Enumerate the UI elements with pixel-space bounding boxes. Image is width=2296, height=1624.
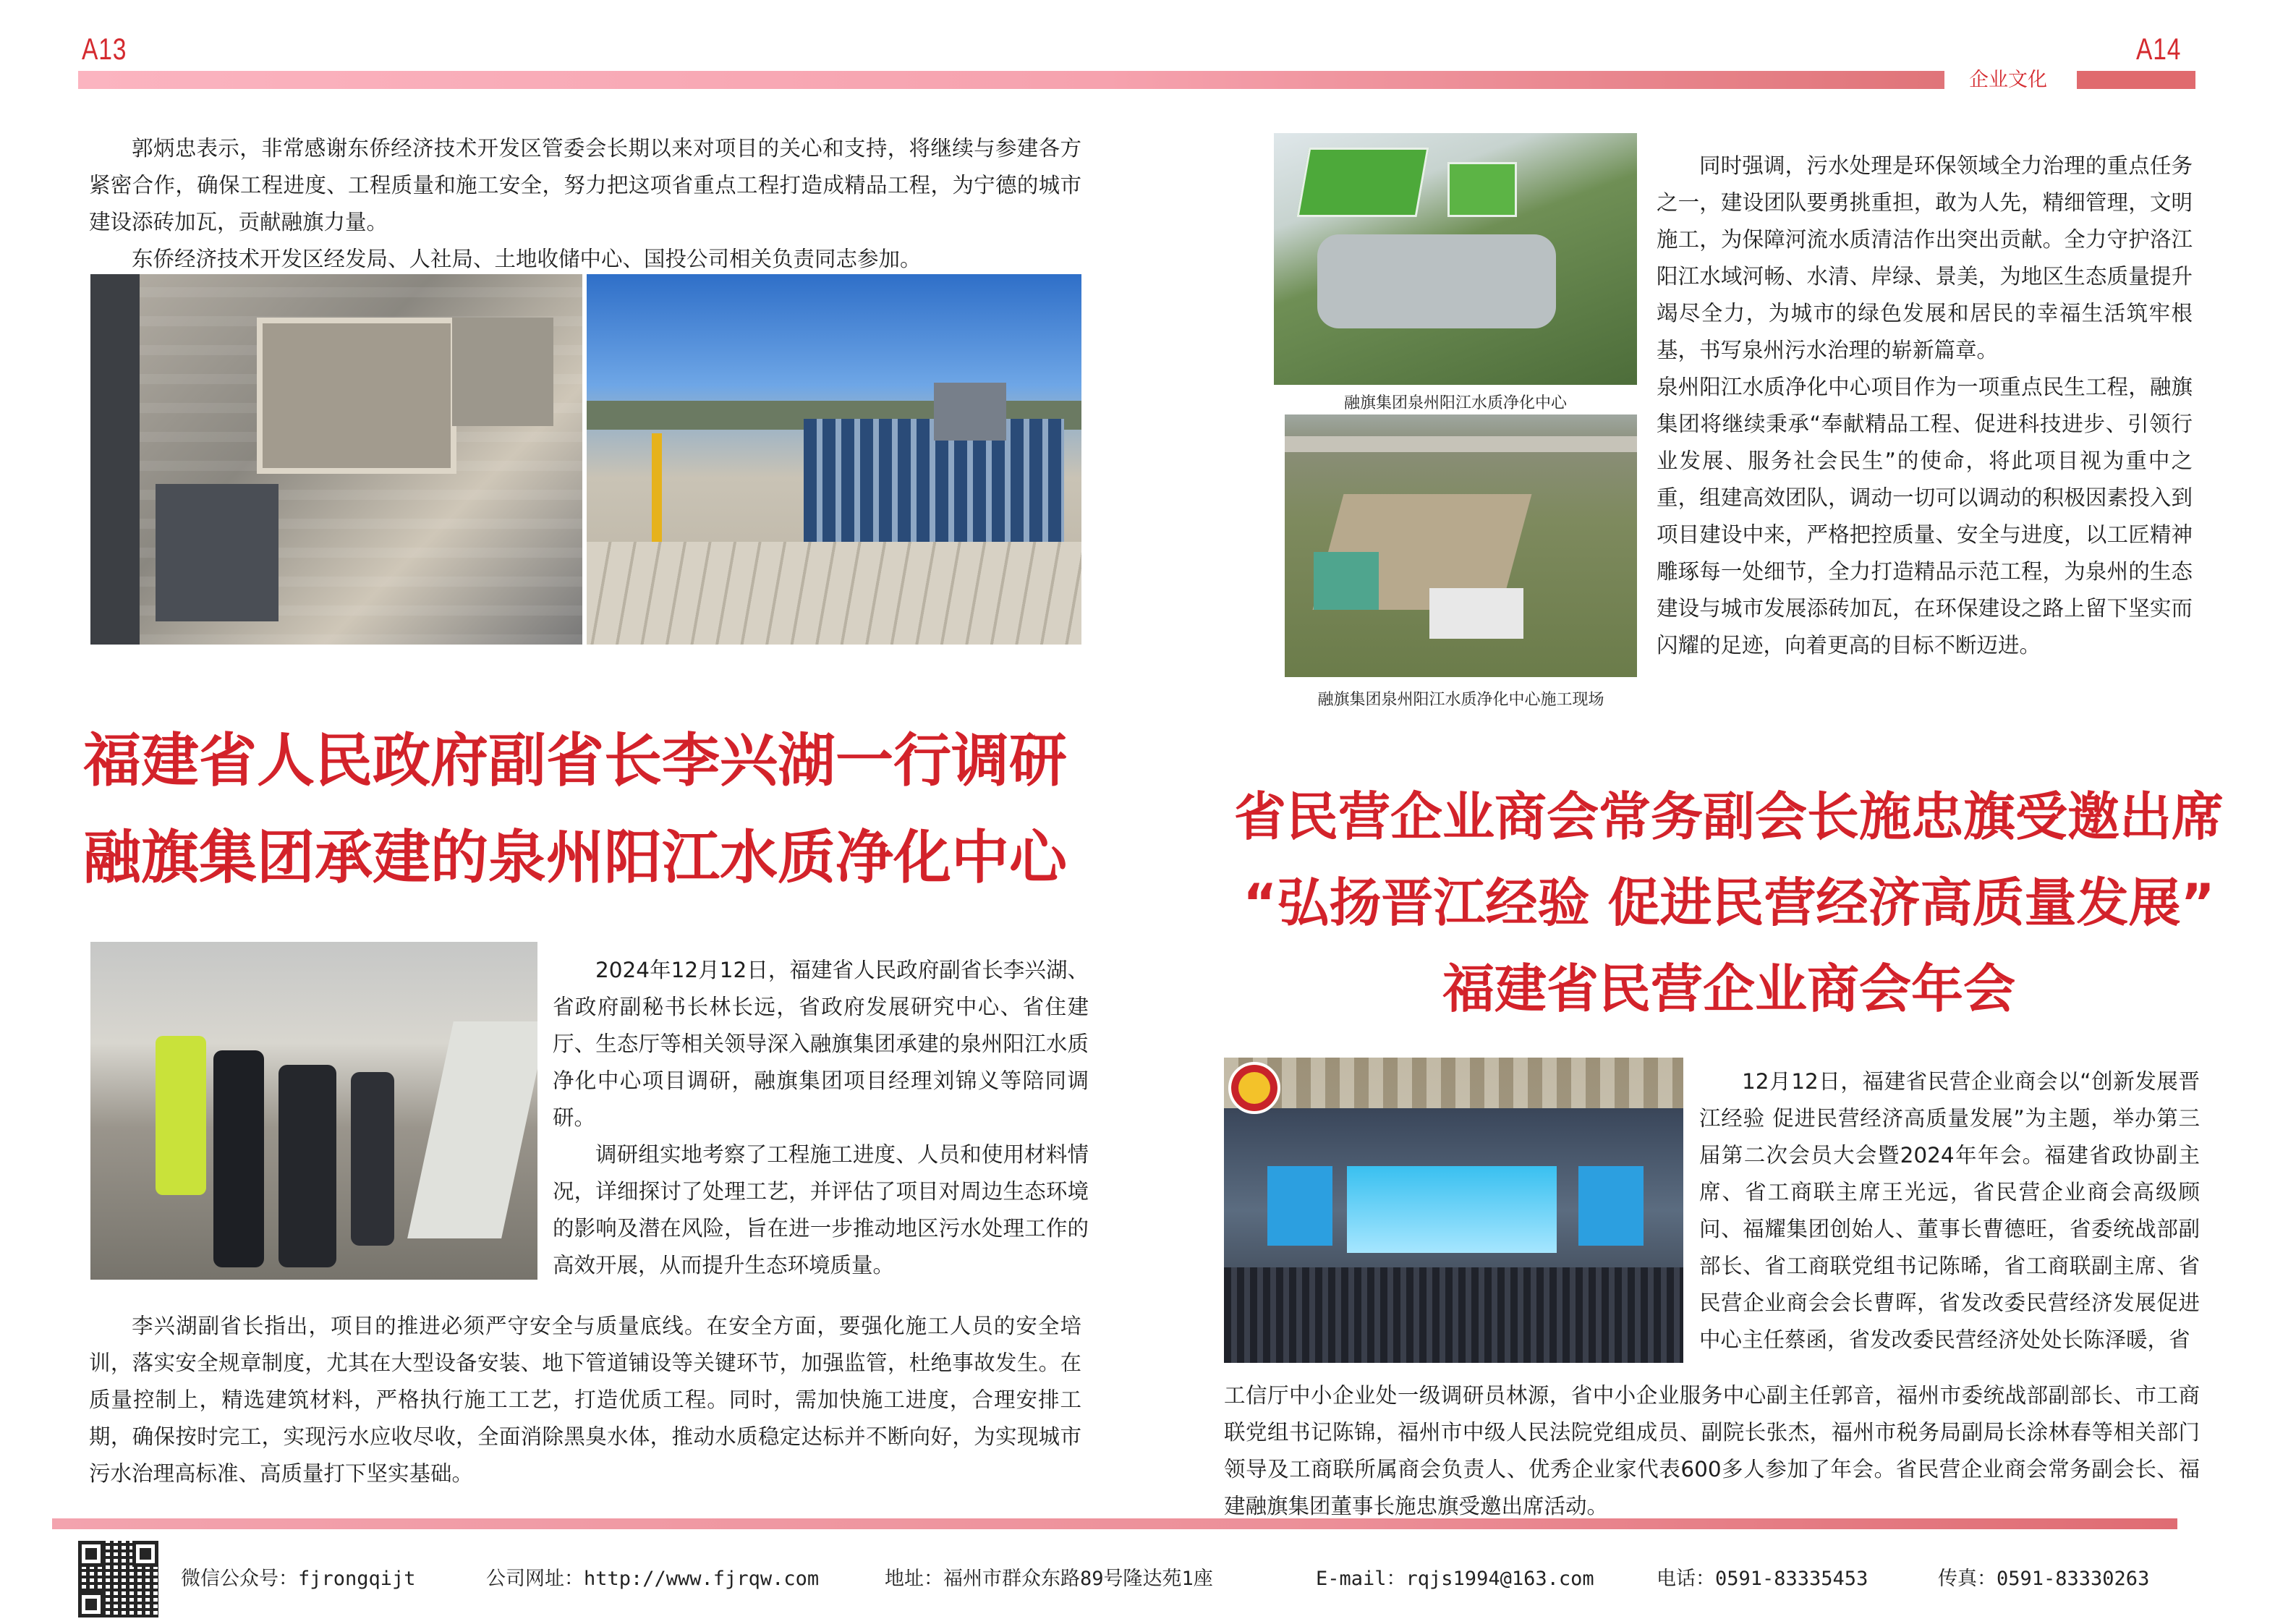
footer-website-link[interactable]: 公司网址：http://www.fjrqw.com [486,1568,820,1590]
footer-email-link[interactable]: E-mail：rqjs1994@163.com [1316,1568,1594,1590]
left-side-text [553,952,1089,1284]
footer-fax: 传真：0591-83330263 [1938,1568,2150,1590]
paragraph: 同时强调，污水处理是环保领域全力治理的重点任务之一，建设团队要勇挑重担，敢为人先，精细管理，文明施工，为保障河流水质清洁作出突出贡献。全力守护洛江阳江水域河畅、水清、岸绿、景美，为地区生态质量提升竭尽全力，为城市的绿色发展和居民的幸福生活筑牢根基，书写泉州污水治理的崭新篇章。 [1657,153,2193,362]
section-title: 企业文化 [1969,69,2047,91]
header-bar-accent [2077,71,2195,89]
footer-address: 地址：福州市群众东路89号隆达苑1座 [885,1568,1213,1590]
qr-code-icon [78,1541,158,1617]
paragraph: 12月12日，福建省民营企业商会以“创新发展晋江经验 促进民营经济高质量发展”为主题，举办第三届第二次会员大会暨2024年年会。福建省政协副主席、省工商联主席王光远，省民营企业商会高级顾问、福耀集团创始人、董事长曹德旺，省委统战部副部长、省工商联党组书记陈晞，省工商联副主席、省民营企业商会会长曹晖，省发改委民营经济发展促进中心主任蔡函，省发改委民营经济处处长陈泽暖，省 [1699,1069,2200,1352]
headline-line: 省民营企业商会常务副会长施忠旗受邀出席 [1233,786,2224,847]
chamber-logo [1228,1062,1280,1114]
plant-rendering-photo [1274,133,1637,385]
right-side-text [1699,1063,2200,1359]
construction-site-photo [587,274,1081,645]
construction-site-aerial-photo [1285,414,1637,677]
paragraph: 郭炳忠表示，非常感谢东侨经济技术开发区管委会长期以来对项目的关心和支持，将继续与参建各方紧密合作，确保工程进度、工程质量和施工安全，努力把这项省重点工程打造成精品工程，为宁德的城市建设添砖加瓦，贡献融旗力量。 [89,136,1081,234]
paragraph: 工信厅中小企业处一级调研员林源，省中小企业服务中心副主任郭音，福州市委统战部副部长、市工商联党组书记陈锦，福州市中级人民法院党组成员、副院长张杰，福州市税务局副局长涂林春等相关部门领导及工商联所属商会负责人、优秀企业家代表600多人参加了年会。省民营企业商会常务副会长、福建融旗集团董事长施忠旗受邀出席活动。 [1224,1383,2200,1518]
paragraph: 泉州阳江水质净化中心项目作为一项重点民生工程，融旗集团将继续秉承“奉献精品工程、促进科技进步、引领行业发展、服务社会民生”的使命，将此项目视为重中之重，组建高效团队，调动一切可以调动的积极因素投入到项目建设中来，严格把控质量、安全与进度，以工匠精神雕琢每一处细节，全力打造精品示范工程，为泉州的生态建设与城市发展添砖加瓦，在环保建设之路上留下坚实而闪耀的足迹，向着更高的目标不断迈进。 [1657,375,2193,658]
page-number-right: A14 [2136,32,2182,66]
headline-line: 福建省民营企业商会年会 [1442,958,2015,1019]
footer-bar [52,1518,2177,1529]
right-headline [1201,774,2257,1032]
headline-line: 融旗集团承建的泉州阳江水质净化中心 [83,824,1067,891]
left-headline [83,713,1067,906]
footer-wechat: 微信公众号：fjrongqijt [181,1568,416,1590]
photo-caption: 融旗集团泉州阳江水质净化中心 [1343,394,1567,412]
annual-meeting-photo [1224,1058,1683,1363]
left-intro-text [89,130,1081,278]
construction-aerial-photo [90,274,582,645]
header-bar [78,71,1944,89]
paragraph: 李兴湖副省长指出，项目的推进必须严守安全与质量底线。在安全方面，要强化施工人员的安全培训，落实安全规章制度，尤其在大型设备安装、地下管道铺设等关键环节，加强监管，杜绝事故发生。在质量控制上，精选建筑材料，严格执行施工工艺，打造优质工程。同时，需加快施工进度，合理安排工期，确保按时完工，实现污水应收尽收，全面消除黑臭水体，推动水质稳定达标并不断向好，为实现城市污水治理高标准、高质量打下坚实基础。 [89,1314,1081,1486]
inspection-photo [90,942,537,1280]
paragraph: 调研组实地考察了工程施工进度、人员和使用材料情况，详细探讨了处理工艺，并评估了项目对周边生态环境的影响及潜在风险，旨在进一步推动地区污水处理工作的高效开展，从而提升生态环境质量。 [553,1142,1089,1277]
headline-line: “弘扬晋江经验 促进民营经济高质量发展” [1243,872,2215,933]
right-bottom-text [1224,1377,2200,1525]
photo-caption: 融旗集团泉州阳江水质净化中心施工现场 [1317,691,1604,709]
footer-phone: 电话：0591-83335453 [1657,1568,1868,1590]
paragraph: 2024年12月12日，福建省人民政府副省长李兴湖、省政府副秘书长林长远，省政府发展研究中心、省住建厅、生态厅等相关领导深入融旗集团承建的泉州阳江水质净化中心项目调研，融旗集团项目经理刘锦义等陪同调研。 [553,958,1089,1130]
page-number-left: A13 [82,32,127,66]
left-bottom-text [89,1308,1081,1492]
right-top-text [1657,148,2193,664]
headline-line: 福建省人民政府副省长李兴湖一行调研 [83,727,1067,794]
paragraph: 东侨经济技术开发区经发局、人社局、土地收储中心、国投公司相关负责同志参加。 [132,247,922,271]
